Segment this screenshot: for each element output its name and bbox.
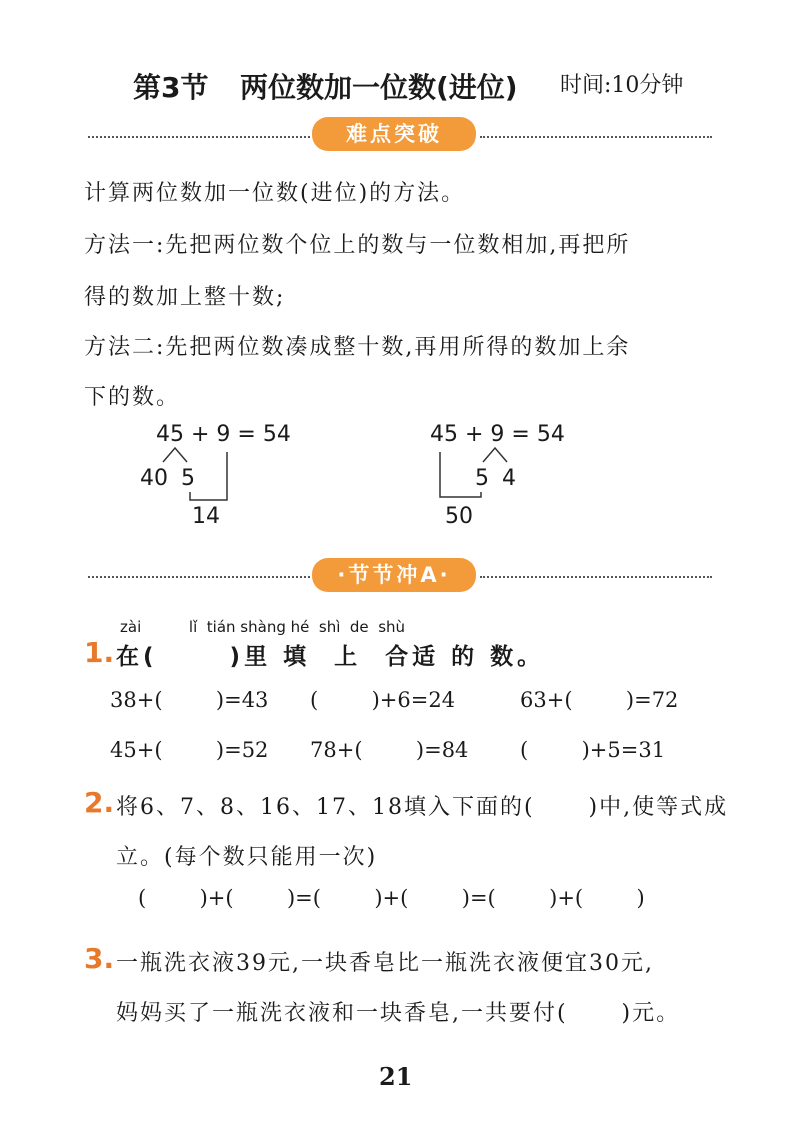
example-right-split-b: 4 xyxy=(502,466,516,491)
q3-line1: 一瓶洗衣液39元,一块香皂比一瓶洗衣液便宜30元, xyxy=(116,951,654,976)
q2-line1: 将6、7、8、16、17、18填入下面的( )中,使等式成 xyxy=(116,795,729,820)
q1-blank-6[interactable]: ( )+5=31 xyxy=(520,738,666,762)
dotted-divider-right-2 xyxy=(480,576,712,578)
key-points-banner: 难点突破 xyxy=(312,117,476,151)
right-bracket xyxy=(440,452,481,497)
method-one-line1: 方法一:先把两位数个位上的数与一位数相加,再把所 xyxy=(84,233,631,258)
q1-blank-3[interactable]: 63+( )=72 xyxy=(520,688,679,712)
right-split-lines xyxy=(483,448,507,462)
q1-blank-5[interactable]: 78+( )=84 xyxy=(310,738,469,762)
q1-number: 1. xyxy=(84,636,115,669)
example-right-split-a: 5 xyxy=(475,466,489,491)
q3-line2: 妈妈买了一瓶洗衣液和一块香皂,一共要付( )元。 xyxy=(116,1001,681,1026)
q1-pinyin: zài lǐ tián shàng hé shì de shù xyxy=(120,618,406,636)
method-intro: 计算两位数加一位数(进位)的方法。 xyxy=(84,181,466,206)
q1-blank-4[interactable]: 45+( )=52 xyxy=(110,738,269,762)
q2-number: 2. xyxy=(84,786,115,819)
method-two-line1: 方法二:先把两位数凑成整十数,再用所得的数加上余 xyxy=(84,335,631,360)
example-left-equation: 45 + 9 = 54 xyxy=(156,422,291,447)
practice-banner: ·节节冲A· xyxy=(312,558,476,592)
example-left-tens: 40 xyxy=(140,466,168,491)
q2-line2: 立。(每个数只能用一次) xyxy=(116,845,378,870)
example-right-partial: 50 xyxy=(445,504,473,529)
dotted-divider-left-2 xyxy=(88,576,310,578)
page-title: 两位数加一位数(进位) xyxy=(240,71,518,104)
time-limit: 时间:10分钟 xyxy=(560,73,684,98)
method-two-line2: 下的数。 xyxy=(84,385,181,410)
page-number: 21 xyxy=(379,1062,413,1091)
method-one-line2: 得的数加上整十数; xyxy=(84,285,286,310)
example-right-equation: 45 + 9 = 54 xyxy=(430,422,565,447)
q1-text: 在( )里 填 上 合适 的 数。 xyxy=(116,644,545,670)
left-bracket xyxy=(190,452,227,500)
q1-blank-2[interactable]: ( )+6=24 xyxy=(310,688,456,712)
example-left-ones: 5 xyxy=(181,466,195,491)
q2-equation-blanks[interactable]: ( )+( )=( )+( )=( )+( ) xyxy=(138,886,645,910)
example-left-partial: 14 xyxy=(192,504,220,529)
section-label: 第3节 xyxy=(133,71,209,104)
q1-blank-1[interactable]: 38+( )=43 xyxy=(110,688,269,712)
left-split-lines xyxy=(163,448,187,462)
q3-number: 3. xyxy=(84,942,115,975)
